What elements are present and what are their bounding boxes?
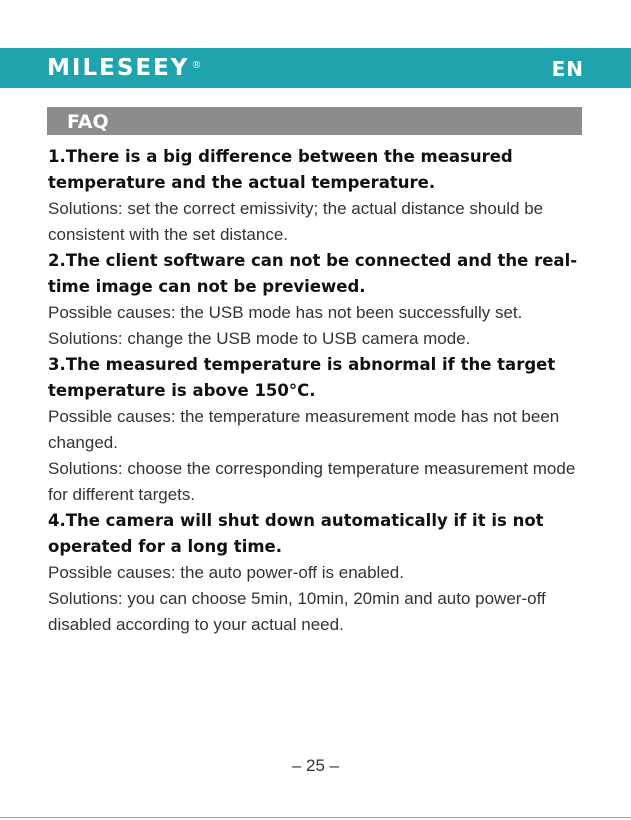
brand-logo <box>47 54 201 82</box>
faq-content <box>48 144 588 638</box>
faq-question: 4.The camera will shut down automatically if it is not operated for a long time. <box>48 511 544 556</box>
bottom-rule <box>0 817 631 818</box>
section-title: FAQ <box>67 111 109 133</box>
faq-answer: Solutions: you can choose 5min, 10min, 20min and auto power-off disabled according to your actual need. <box>48 589 546 634</box>
faq-answer: Solutions: change the USB mode to USB camera mode. <box>48 329 471 348</box>
faq-answer: Possible causes: the temperature measurement mode has not been changed. <box>48 407 560 452</box>
faq-item <box>48 508 588 638</box>
faq-question: 2.The client software can not be connected and the real-time image can not be previewed. <box>48 251 578 296</box>
faq-item <box>48 248 588 352</box>
faq-item <box>48 144 588 248</box>
section-header <box>47 107 582 135</box>
header-bar <box>0 48 631 88</box>
faq-answer: Possible causes: the USB mode has not been successfully set. <box>48 303 523 322</box>
language-label: EN <box>551 57 584 81</box>
faq-question: 3.The measured temperature is abnormal if the target temperature is above 150°C. <box>48 355 556 400</box>
faq-answer: Solutions: choose the corresponding temperature measurement mode for different targets. <box>48 459 576 504</box>
brand-name: MILESEEY <box>47 55 190 81</box>
page-number: – 25 – <box>291 756 340 775</box>
registered-mark: ® <box>191 60 202 71</box>
faq-answer: Possible causes: the auto power-off is enabled. <box>48 563 404 582</box>
faq-question: 1.There is a big difference between the measured temperature and the actual temperature. <box>48 147 513 192</box>
faq-answer: Solutions: set the correct emissivity; the actual distance should be consistent with the set distance. <box>48 199 544 244</box>
faq-item <box>48 352 588 508</box>
